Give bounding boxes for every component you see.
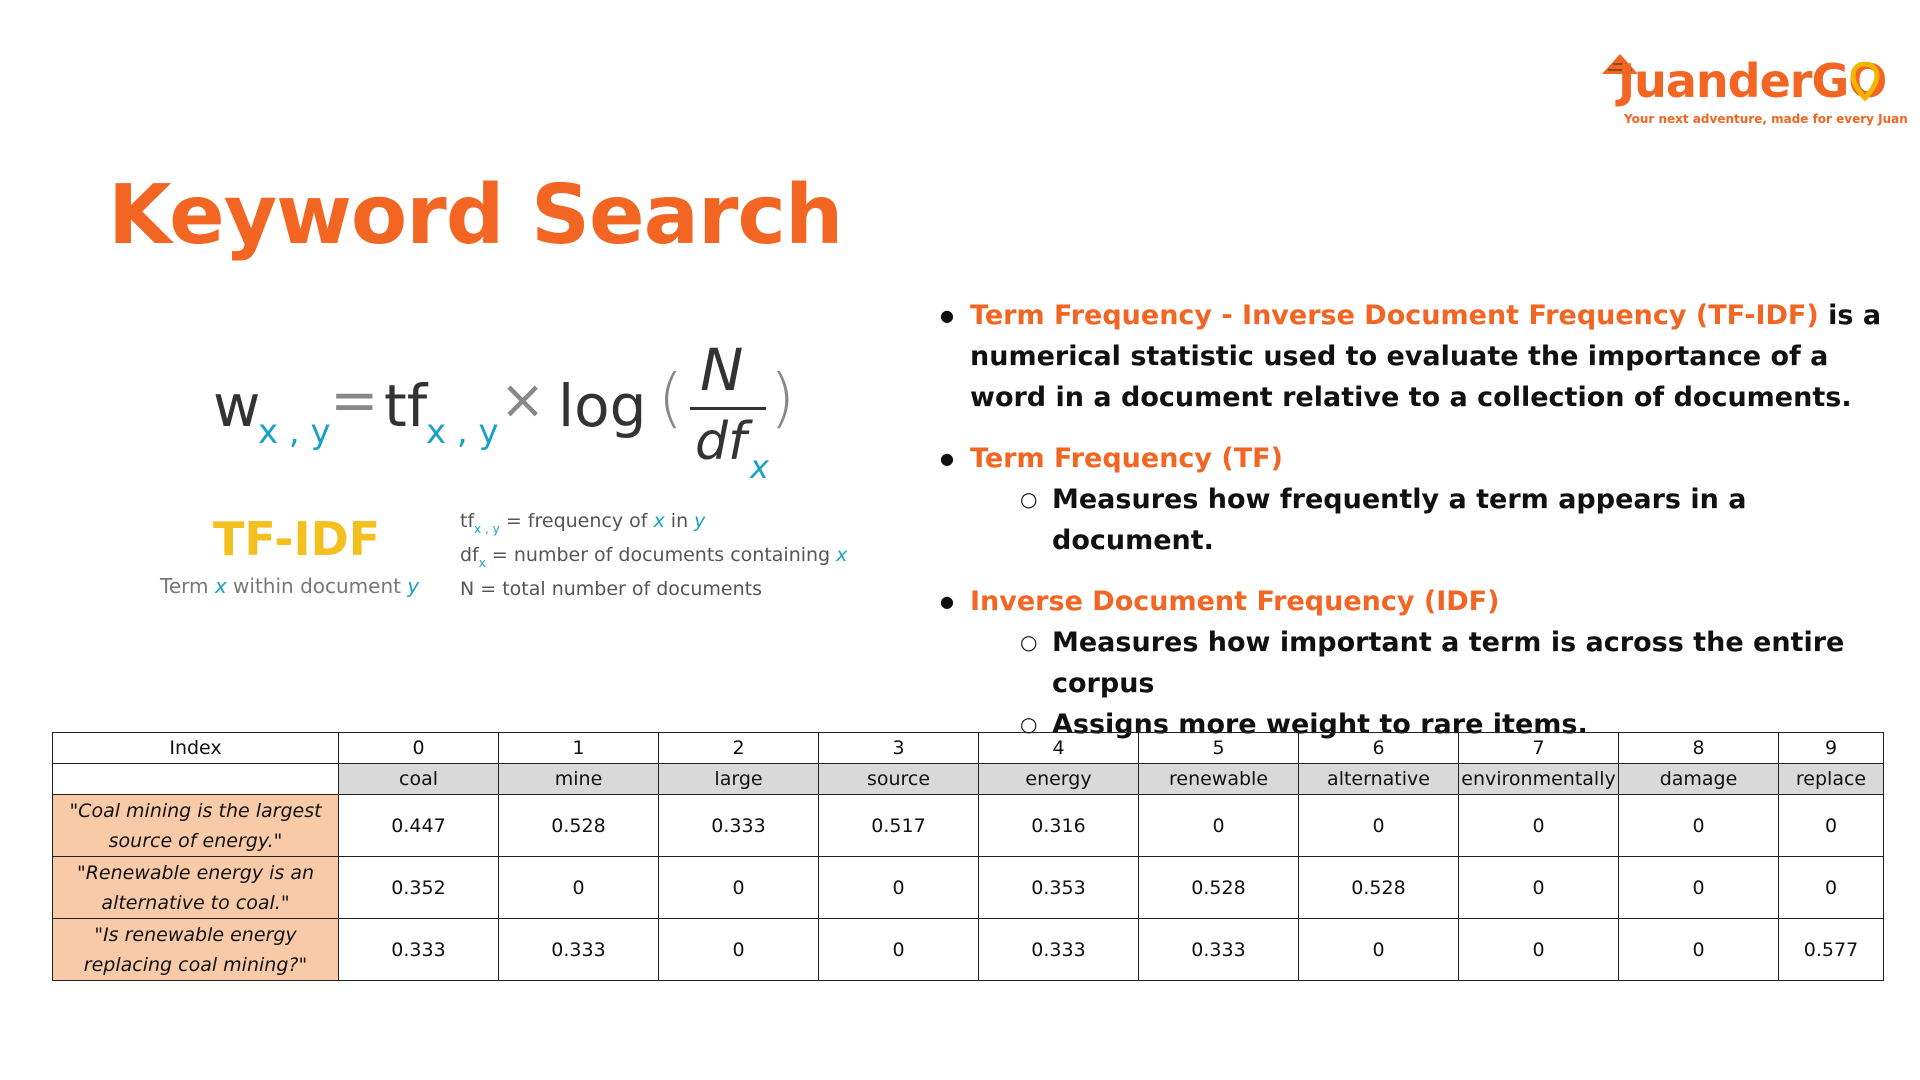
logo-tagline: Your next adventure, made for every Juan	[1624, 112, 1908, 126]
legend-df-desc: = number of documents containing	[485, 544, 837, 566]
value-cell: 0	[819, 919, 979, 981]
location-pin-icon	[1850, 62, 1880, 102]
bullet-tfidf-heading: Term Frequency - Inverse Document Frequency (TF-IDF)	[970, 300, 1819, 331]
formula-w-subscript: x , y	[258, 412, 331, 452]
bullet-idf-sub-2: ○ Assigns more weight to rare items.	[970, 704, 1890, 745]
table-row	[53, 919, 1884, 981]
value-cell: 0.517	[819, 795, 979, 857]
bullet-idf	[940, 581, 1890, 745]
value-cell: 0	[1459, 919, 1619, 981]
value-cell: 0.528	[1299, 857, 1459, 919]
tfidf-subtitle-y: y	[407, 574, 420, 598]
legend-tf-x: x	[653, 510, 665, 532]
value-cell: 0	[1619, 919, 1779, 981]
bullet-tf-sub-1: ○ Measures how frequently a term appears in a document.	[970, 479, 1890, 561]
legend-df: df	[460, 544, 479, 566]
term-cell: mine	[499, 764, 659, 795]
formula-log: log	[558, 372, 647, 440]
formula-numerator: N	[700, 336, 744, 404]
value-cell: 0	[1619, 857, 1779, 919]
value-cell: 0	[1459, 795, 1619, 857]
index-cell: 5	[1139, 733, 1299, 764]
tfidf-subtitle	[160, 574, 419, 598]
table-index-row	[53, 733, 1884, 764]
term-cell: damage	[1619, 764, 1779, 795]
value-cell: 0	[1779, 857, 1884, 919]
brand-logo	[1598, 50, 1908, 130]
document-cell: "Is renewable energy replacing coal mining?"	[53, 919, 339, 981]
value-cell: 0.577	[1779, 919, 1884, 981]
bullet-tfidf-text: is a numerical statistic used to evaluate the importance of a word in a document relative to a collection of documents.	[970, 300, 1882, 413]
value-cell: 0.528	[499, 795, 659, 857]
bullet-idf-heading: Inverse Document Frequency (IDF)	[970, 586, 1500, 617]
index-cell: 6	[1299, 733, 1459, 764]
term-cell: energy	[979, 764, 1139, 795]
formula-denominator: df	[695, 412, 747, 472]
value-cell: 0	[1139, 795, 1299, 857]
bullet-tf-heading: Term Frequency (TF)	[970, 443, 1283, 474]
formula-fraction-bar	[690, 407, 766, 410]
bullet-list	[940, 295, 1890, 765]
document-cell: "Renewable energy is an alternative to coal."	[53, 857, 339, 919]
value-cell: 0	[1299, 795, 1459, 857]
formula-tf: tf	[384, 372, 428, 440]
value-cell: 0	[1619, 795, 1779, 857]
index-cell: 0	[339, 733, 499, 764]
table-row	[53, 795, 1884, 857]
value-cell: 0.333	[339, 919, 499, 981]
value-cell: 0.353	[979, 857, 1139, 919]
formula-right-paren: )	[770, 362, 795, 436]
tfidf-formula	[210, 330, 830, 486]
bullet-tf	[940, 438, 1890, 561]
formula-left-paren: (	[658, 362, 683, 436]
index-cell: 8	[1619, 733, 1779, 764]
legend-line-tf	[460, 510, 847, 544]
bullet-idf-sub-1: ○ Measures how important a term is across the entire corpus	[970, 622, 1890, 704]
value-cell: 0.333	[499, 919, 659, 981]
tfidf-subtitle-mid: within document	[226, 574, 408, 598]
value-cell: 0.447	[339, 795, 499, 857]
value-cell: 0.333	[979, 919, 1139, 981]
legend-tf: tf	[460, 510, 475, 532]
bullet-tfidf	[940, 295, 1890, 418]
tfidf-table	[52, 732, 1884, 981]
value-cell: 0.333	[1139, 919, 1299, 981]
legend-line-df	[460, 544, 847, 578]
value-cell: 0	[1299, 919, 1459, 981]
bullet-idf-sublist	[970, 622, 1890, 745]
value-cell: 0	[819, 857, 979, 919]
term-cell: environmentally	[1459, 764, 1619, 795]
formula-equals: =	[330, 366, 379, 434]
formula-df-subscript: x	[750, 448, 769, 486]
table-row	[53, 857, 1884, 919]
value-cell: 0	[659, 919, 819, 981]
legend-df-x: x	[836, 544, 848, 566]
term-cell: alternative	[1299, 764, 1459, 795]
value-cell: 0.316	[979, 795, 1139, 857]
formula-times: ×	[500, 368, 546, 431]
logo-wordmark: JuanderGO	[1618, 54, 1887, 108]
formula-tf-subscript: x , y	[426, 412, 499, 452]
document-cell: "Coal mining is the largest source of energy."	[53, 795, 339, 857]
tfidf-subtitle-x: x	[214, 574, 227, 598]
value-cell: 0.333	[659, 795, 819, 857]
table-term-row	[53, 764, 1884, 795]
formula-legend	[460, 510, 847, 612]
legend-df-subscript: x	[478, 556, 486, 570]
term-cell: large	[659, 764, 819, 795]
term-cell: replace	[1779, 764, 1884, 795]
index-cell: 9	[1779, 733, 1884, 764]
page-title: Keyword Search	[108, 168, 843, 263]
value-cell: 0	[659, 857, 819, 919]
value-cell: 0	[1779, 795, 1884, 857]
index-cell: 3	[819, 733, 979, 764]
legend-tf-y: y	[694, 510, 706, 532]
value-cell: 0.528	[1139, 857, 1299, 919]
formula-w: w	[213, 372, 261, 440]
legend-line-n: N = total number of documents	[460, 578, 763, 600]
term-header-blank	[53, 764, 339, 795]
tfidf-label: TF-IDF	[213, 512, 381, 566]
term-cell: renewable	[1139, 764, 1299, 795]
legend-tf-in: in	[664, 510, 695, 532]
index-cell: 1	[499, 733, 659, 764]
value-cell: 0	[499, 857, 659, 919]
legend-tf-desc: = frequency of	[499, 510, 654, 532]
legend-tf-subscript: x , y	[474, 522, 500, 536]
index-header: Index	[53, 733, 339, 764]
index-cell: 7	[1459, 733, 1619, 764]
index-cell: 2	[659, 733, 819, 764]
tfidf-subtitle-prefix: Term	[160, 574, 215, 598]
index-cell: 4	[979, 733, 1139, 764]
bullet-tf-sublist	[970, 479, 1890, 561]
value-cell: 0	[1459, 857, 1619, 919]
term-cell: source	[819, 764, 979, 795]
value-cell: 0.352	[339, 857, 499, 919]
term-cell: coal	[339, 764, 499, 795]
